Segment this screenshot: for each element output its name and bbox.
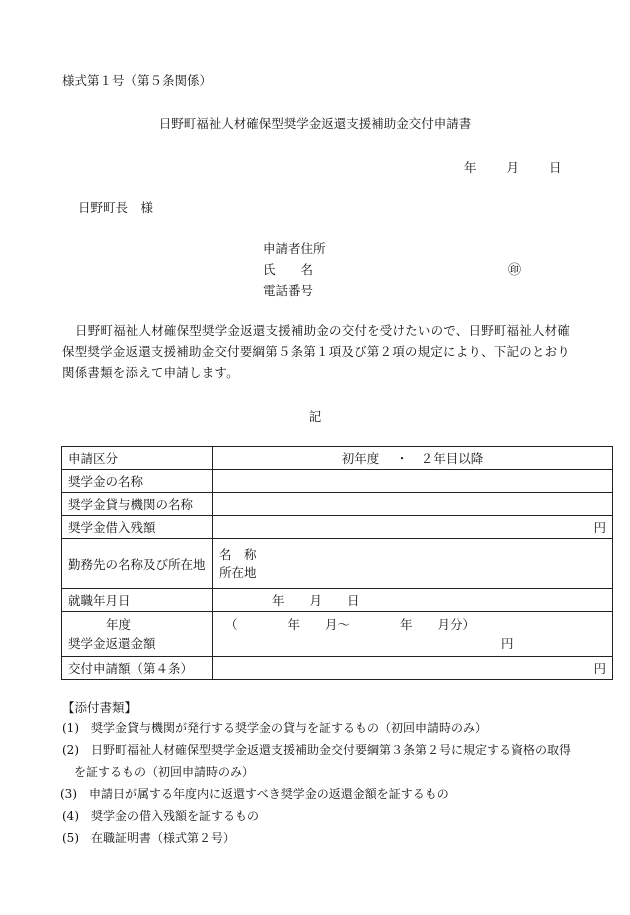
balance-yen: 円 [593, 520, 606, 535]
scholarship-name-label: 奨学金の名称 [62, 470, 213, 493]
repayment-label [62, 612, 213, 657]
attachment-item-3: (3) 申請日が属する年度内に返還すべき奨学金の返還金額を証するもの [60, 787, 449, 801]
attachment-item-2-continued: を証するもの（初回申請時のみ） [74, 765, 255, 779]
document-title: 日野町福祉人材確保型奨学金返還支援補助金交付申請書 [158, 116, 472, 131]
request-amount-label: 交付申請額（第４条） [62, 657, 213, 680]
request-amount-yen: 円 [593, 661, 606, 676]
application-table [61, 446, 613, 680]
lender-name-label: 奨学金貸与機関の名称 [62, 493, 213, 516]
employment-date-field[interactable] [213, 589, 613, 612]
request-amount-field[interactable] [213, 657, 613, 680]
table-row-repayment [62, 612, 613, 657]
date-year: 年 [464, 160, 477, 175]
date-day: 日 [549, 160, 562, 175]
table-row-scholarship-name [62, 470, 613, 493]
application-statement: 日野町福祉人材確保型奨学金返還支援補助金の交付を受けたいので、日野町福祉人材確保型奨学金返還支援補助金交付要綱第５条第１項及び第２項の規定により、下記のとおり関係書類を添えて申請します。 [62, 323, 571, 380]
table-row-employment-date [62, 589, 613, 612]
category-label: 申請区分 [62, 447, 213, 470]
table-row-lender-name [62, 493, 613, 516]
employment-date-value: 年 月 日 [272, 593, 360, 608]
workplace-address-label: 所在地 [219, 564, 257, 580]
employment-date-label: 就職年月日 [62, 589, 213, 612]
attachment-item-2: (2) 日野町福祉人材確保型奨学金返還支援補助金交付要綱第３条第２号に規定する資格の取得 [62, 743, 572, 757]
lender-name-field[interactable] [213, 493, 613, 516]
workplace-field[interactable] [213, 539, 613, 589]
scholarship-name-field[interactable] [213, 470, 613, 493]
workplace-label: 勤務先の名称及び所在地 [62, 539, 213, 589]
ki-heading: 記 [308, 409, 322, 424]
applicant-name-label: 氏 名 [263, 262, 314, 277]
repayment-yen: 円 [501, 636, 514, 651]
attachment-item-1: (1) 奨学金貸与機関が発行する奨学金の貸与を証するもの（初回申請時のみ） [62, 721, 488, 735]
table-row-request-amount [62, 657, 613, 680]
applicant-block [263, 238, 326, 301]
balance-label: 奨学金借入残額 [62, 516, 213, 539]
repayment-label-fiscal-year: 年度 [106, 617, 132, 632]
repayment-field[interactable] [213, 612, 613, 657]
category-value[interactable]: 初年度 ・ ２年目以降 [213, 447, 613, 470]
date-month: 月 [506, 160, 520, 175]
applicant-address-label: 申請者住所 [263, 241, 326, 256]
date-line [464, 158, 562, 176]
form-number: 様式第１号（第５条関係） [62, 73, 213, 88]
applicant-phone-label: 電話番号 [263, 283, 314, 298]
repayment-label-amount: 奨学金返還金額 [68, 636, 156, 651]
table-row-category [62, 447, 613, 470]
attachment-item-5: (5) 在職証明書（様式第２号） [62, 831, 235, 845]
seal-mark: ㊞ [508, 263, 522, 278]
table-row-workplace [62, 539, 613, 589]
balance-field[interactable] [213, 516, 613, 539]
attachments-heading: 【添付書類】 [62, 700, 138, 715]
repayment-period: （ 年 月～ 年 月分） [225, 617, 476, 632]
workplace-name-label: 名 称 [219, 546, 257, 562]
attachment-item-4: (4) 奨学金の借入残額を証するもの [62, 809, 259, 823]
table-row-balance [62, 516, 613, 539]
addressee: 日野町長 様 [78, 200, 154, 215]
